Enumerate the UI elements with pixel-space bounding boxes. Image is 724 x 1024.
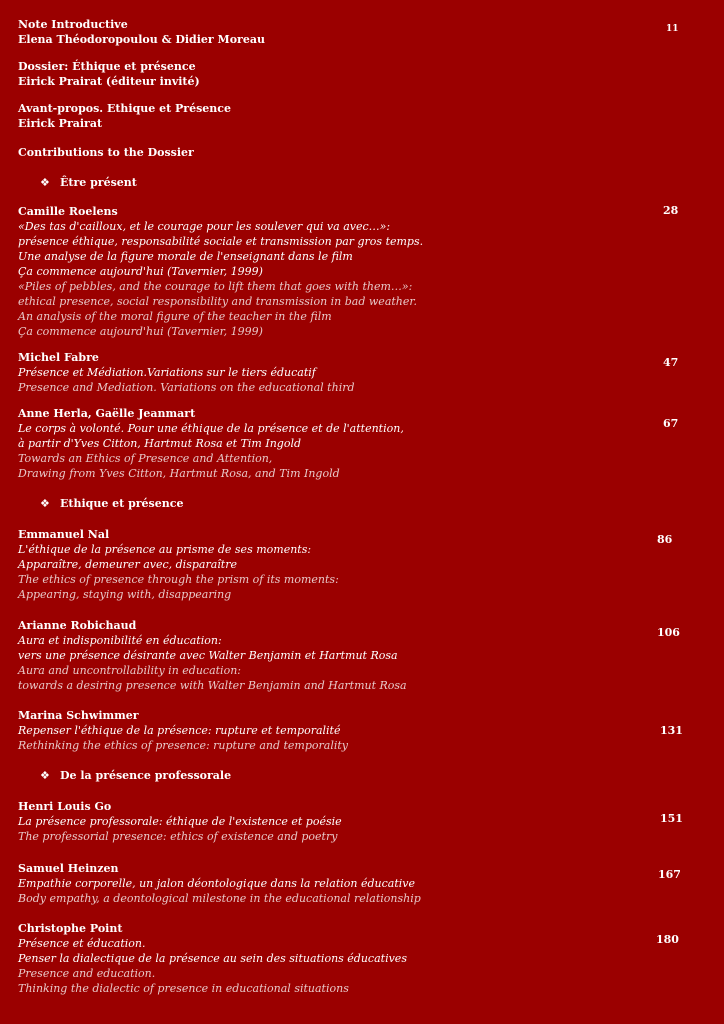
section-title: Ethique et présence <box>60 497 184 510</box>
entry-title-en: Ça commence aujourd'hui (Tavernier, 1999) <box>18 325 263 338</box>
note-authors: Elena Théodoropoulou & Didier Moreau <box>18 33 265 46</box>
toc-entry <box>18 527 618 602</box>
entry-author: Emmanuel Nal <box>18 528 110 541</box>
note-introductive <box>18 17 618 47</box>
entry-title-en: Aura and uncontrollability in education: <box>18 664 241 677</box>
entry-title-en: Towards an Ethics of Presence and Attention, <box>18 452 273 465</box>
section-title: De la présence professorale <box>60 769 232 782</box>
entry-author: Anne Herla, Gaëlle Jeanmart <box>18 407 196 420</box>
toc-entry <box>18 799 618 844</box>
entry-title-fr: Repenser l'éthique de la présence: rupture et temporalité <box>18 724 341 737</box>
entry-title-fr: L'éthique de la présence au prisme de ses moments: <box>18 543 312 556</box>
entry-title-fr: Ça commence aujourd'hui (Tavernier, 1999) <box>18 265 263 278</box>
entry-title-fr: Présence et éducation. <box>18 937 146 950</box>
page-number: 11 <box>666 24 679 34</box>
toc-entry <box>18 861 618 906</box>
entry-title-en: An analysis of the moral figure of the teacher in the film <box>18 310 332 323</box>
page-number: 67 <box>663 417 679 430</box>
entry-title-en: Presence and Mediation. Variations on the educational third <box>18 381 355 394</box>
page-number: 167 <box>658 868 681 881</box>
toc-entry <box>18 406 618 481</box>
entry-title-en: «Piles of pebbles, and the courage to lift them that goes with them…»: <box>18 280 413 293</box>
entry-title-fr: Aura et indisponibilité en éducation: <box>18 634 222 647</box>
entry-title-fr: à partir d'Yves Citton, Hartmut Rosa et Tim Ingold <box>18 437 302 450</box>
diamond-bullet-icon: ❖ <box>40 769 50 782</box>
entry-title-en: Rethinking the ethics of presence: rupture and temporality <box>18 739 349 752</box>
entry-title-fr: Le corps à volonté. Pour une éthique de la présence et de l'attention, <box>18 422 404 435</box>
entry-title-en: Presence and education. <box>18 967 156 980</box>
entry-title-en: Drawing from Yves Citton, Hartmut Rosa, and Tim Ingold <box>18 467 340 480</box>
diamond-bullet-icon: ❖ <box>40 176 50 189</box>
entry-title-en: Thinking the dialectic of presence in educational situations <box>18 982 349 995</box>
dossier-editor: Eirick Prairat (éditeur invité) <box>18 75 200 88</box>
contributions-heading: Contributions to the Dossier <box>18 146 194 159</box>
entry-title-fr: Penser la dialectique de la présence au sein des situations éducatives <box>18 952 407 965</box>
entry-title-en: ethical presence, social responsibility and transmission in bad weather. <box>18 295 417 308</box>
entry-author: Henri Louis Go <box>18 800 112 813</box>
entry-title-fr: vers une présence désirante avec Walter Benjamin et Hartmut Rosa <box>18 649 398 662</box>
entry-title-en: towards a desiring presence with Walter Benjamin and Hartmut Rosa <box>18 679 407 692</box>
page-number: 151 <box>660 812 683 825</box>
entry-title-en: Body empathy, a deontological milestone in the educational relationship <box>18 892 421 905</box>
toc-entry <box>18 708 618 753</box>
entry-author: Christophe Point <box>18 922 123 935</box>
section-heading <box>40 496 183 511</box>
section-title: Être présent <box>60 176 137 189</box>
entry-title-en: The professorial presence: ethics of existence and poetry <box>18 830 338 843</box>
entry-title-en: The ethics of presence through the prism of its moments: <box>18 573 339 586</box>
entry-title-fr: présence éthique, responsabilité sociale et transmission par gros temps. <box>18 235 424 248</box>
page-number: 131 <box>660 724 683 737</box>
toc-entry <box>18 618 618 693</box>
entry-title-fr: Apparaître, demeurer avec, disparaître <box>18 558 237 571</box>
avant-propos-block <box>18 101 618 131</box>
dossier-title: Dossier: Éthique et présence <box>18 60 196 73</box>
entry-title-fr: «Des tas d'cailloux, et le courage pour les soulever qui va avec…»: <box>18 220 391 233</box>
page-number: 180 <box>656 933 679 946</box>
toc-entry <box>18 204 618 339</box>
avant-propos-title: Avant-propos. Ethique et Présence <box>18 102 231 115</box>
note-title: Note Introductive <box>18 18 128 31</box>
page-number: 86 <box>657 533 673 546</box>
entry-author: Samuel Heinzen <box>18 862 119 875</box>
entry-title-fr: Présence et Médiation.Variations sur le tiers éducatif <box>18 366 316 379</box>
entry-title-fr: La présence professorale: éthique de l'existence et poésie <box>18 815 342 828</box>
dossier-block <box>18 59 618 89</box>
section-heading <box>40 175 137 190</box>
page-number: 28 <box>663 204 679 217</box>
page-number: 47 <box>663 356 679 369</box>
entry-author: Arianne Robichaud <box>18 619 137 632</box>
entry-author: Camille Roelens <box>18 205 118 218</box>
entry-title-fr: Une analyse de la figure morale de l'enseignant dans le film <box>18 250 353 263</box>
entry-author: Marina Schwimmer <box>18 709 139 722</box>
page-number: 106 <box>657 626 680 639</box>
toc-entry <box>18 921 618 996</box>
entry-author: Michel Fabre <box>18 351 99 364</box>
toc-entry <box>18 350 618 395</box>
entry-title-fr: Empathie corporelle, un jalon déontologique dans la relation éducative <box>18 877 415 890</box>
entry-title-en: Appearing, staying with, disappearing <box>18 588 232 601</box>
avant-propos-author: Eirick Prairat <box>18 117 103 130</box>
diamond-bullet-icon: ❖ <box>40 497 50 510</box>
section-heading <box>40 768 231 783</box>
